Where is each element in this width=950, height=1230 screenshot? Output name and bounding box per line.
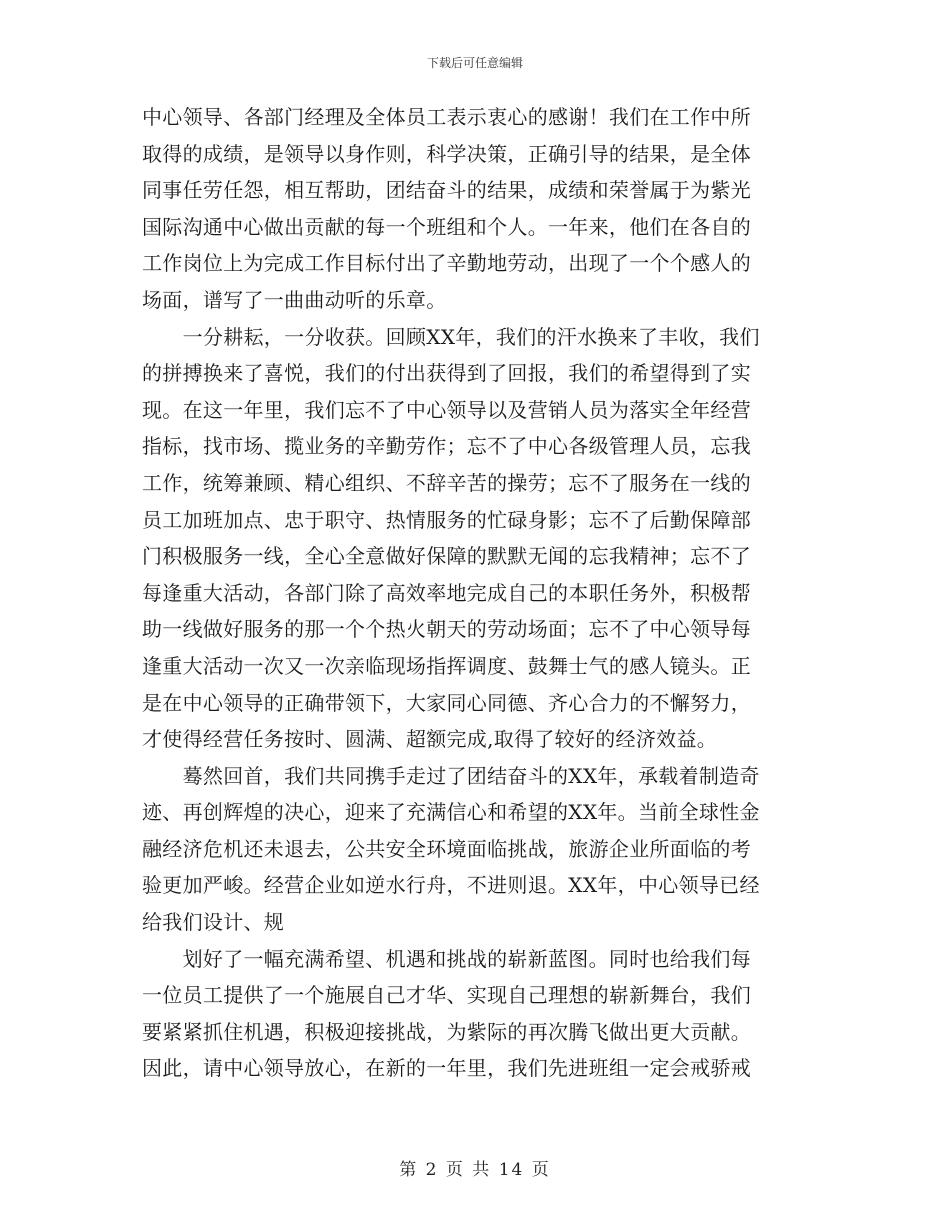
text-line: 是在中心领导的正确带领下，大家同心同德、齐心合力的不懈努力， (142, 690, 751, 715)
text-line: 的拼搏换来了喜悦，我们的付出获得到了回报，我们的希望得到了实 (142, 361, 751, 386)
body-text (142, 99, 812, 1087)
text-line: 蓦然回首，我们共同携手走过了团结奋斗的XX年，承载着制造奇 (142, 763, 760, 788)
text-line: 每逢重大活动，各部门除了高效率地完成自己的本职任务外，积极帮 (142, 580, 751, 605)
text-line: 才使得经营任务按时、圆满、超额完成,取得了较好的经济效益。 (142, 727, 718, 752)
text-line: 因此，请中心领导放心，在新的一年里，我们先进班组一定会戒骄戒 (142, 1056, 751, 1081)
text-line: 员工加班加点、忠于职守、热情服务的忙碌身影；忘不了后勤保障部 (142, 507, 751, 532)
text-line: 迹、再创辉煌的决心，迎来了充满信心和希望的XX年。当前全球性金 (142, 800, 760, 825)
text-line: 工作，统筹兼顾、精心组织、不辞辛苦的操劳；忘不了服务在一线的 (142, 470, 751, 495)
text-line: 一分耕耘，一分收获。回顾XX年，我们的汗水换来了丰收，我们 (142, 324, 760, 349)
text-line: 国际沟通中心做出贡献的每一个班组和个人。一年来，他们在各自的 (142, 214, 751, 239)
text-line: 指标，找市场、揽业务的辛勤劳作；忘不了中心各级管理人员，忘我 (142, 434, 751, 459)
text-line: 取得的成绩，是领导以身作则，科学决策，正确引导的结果，是全体 (142, 141, 751, 166)
text-line: 助一线做好服务的那一个个热火朝天的劳动场面；忘不了中心领导每 (142, 617, 751, 642)
text-line: 划好了一幅充满希望、机遇和挑战的崭新蓝图。同时也给我们每 (142, 946, 751, 971)
text-line: 场面，谱写了一曲曲动听的乐章。 (142, 287, 447, 312)
page-header: 下载后可任意编辑 (426, 56, 523, 70)
text-line: 工作岗位上为完成工作目标付出了辛勤地劳动，出现了一个个感人的 (142, 251, 751, 276)
text-line: 中心领导、各部门经理及全体员工表示衷心的感谢！我们在工作中所 (142, 105, 751, 129)
text-line: 验更加严峻。经营企业如逆水行舟，不进则退。XX年，中心领导已经 (142, 873, 760, 898)
text-line: 同事任劳任怨，相互帮助，团结奋斗的结果，成绩和荣誉属于为紫光 (142, 178, 751, 203)
text-line: 要紧紧抓住机遇，积极迎接挑战，为紫际的再次腾飞做出更大贡献。 (142, 1019, 751, 1044)
text-line: 门积极服务一线，全心全意做好保障的默默无闻的忘我精神；忘不了 (142, 544, 751, 569)
page-number-footer: 第 2 页 共 14 页 (399, 1160, 551, 1180)
text-line: 一位员工提供了一个施展自己才华、实现自己理想的崭新舞台，我们 (142, 983, 751, 1008)
text-line: 融经济危机还未退去，公共安全环境面临挑战，旅游企业所面临的考 (142, 836, 751, 861)
text-line: 逢重大活动一次又一次亲临现场指挥调度、鼓舞士气的感人镜头。正 (142, 653, 751, 678)
text-line: 给我们设计、规 (142, 910, 285, 935)
text-line: 现。在这一年里，我们忘不了中心领导以及营销人员为落实全年经营 (142, 397, 751, 422)
